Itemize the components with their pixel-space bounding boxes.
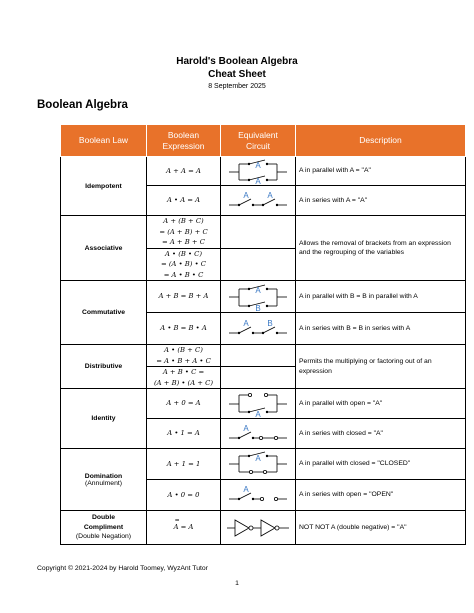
desc-identity-or: A in parallel with open = "A"	[296, 389, 466, 419]
header-description: Description	[296, 125, 466, 157]
table-row	[61, 216, 466, 249]
table-row	[61, 389, 466, 419]
desc-distributive: Permits the multiplying or factoring out of an expression	[296, 345, 466, 389]
circuit-label-a: A	[243, 423, 249, 433]
circuit-label-a: A	[255, 409, 261, 418]
expr-associative-and: A • (B • C) = (A • B) • C = A • B • C	[147, 248, 221, 281]
expr-domination-or: A + 1 = 1	[147, 449, 221, 480]
law-distributive: Distributive	[61, 345, 147, 389]
circuit-label-a: A	[255, 176, 261, 185]
page-number: 1	[235, 580, 239, 587]
desc-idempotent-or: A in parallel with A = "A"	[296, 157, 466, 186]
header-boolean-law: Boolean Law	[61, 125, 147, 157]
desc-idempotent-and: A in series with A = "A"	[296, 186, 466, 216]
desc-domination-and: A in series with open = "OPEN"	[296, 480, 466, 511]
expr-domination-and: A • 0 = 0	[147, 480, 221, 511]
circuit-identity-or	[221, 389, 296, 419]
circuit-label-b: B	[255, 303, 261, 312]
header-equivalent-circuit: Equivalent Circuit	[221, 125, 296, 157]
desc-double-negation: NOT NOT A (double negative) = "A"	[296, 511, 466, 545]
double-bar-overline: =	[174, 517, 179, 525]
circuit-domination-or	[221, 449, 296, 480]
expr-identity-or: A + 0 = A	[147, 389, 221, 419]
desc-domination-or: A in parallel with closed = "CLOSED"	[296, 449, 466, 480]
table-row	[61, 511, 466, 545]
circuit-double-not-gates	[221, 511, 296, 545]
header-boolean-expression: Boolean Expression	[147, 125, 221, 157]
table-row	[61, 449, 466, 480]
desc-associative: Allows the removal of brackets from an expression and the regrouping of the variables	[296, 216, 466, 281]
law-identity: Identity	[61, 389, 147, 449]
desc-identity-and: A in series with closed = "A"	[296, 419, 466, 449]
expr-double-negation: = A = A	[147, 511, 221, 545]
law-commutative: Commutative	[61, 281, 147, 345]
circuit-commutative-and	[221, 313, 296, 345]
law-idempotent: Idempotent	[61, 157, 147, 216]
circuit-label-a: A	[255, 160, 261, 170]
copyright-footer: Copyright © 2021-2024 by Harold Toomey, WyzAnt Tutor	[37, 565, 208, 572]
circuit-label-b: B	[267, 318, 273, 328]
doc-date: 8 September 2025	[208, 83, 266, 90]
law-double-compliment: Double Compliment (Double Negation)	[61, 511, 147, 545]
circuit-label-a: A	[243, 485, 249, 494]
boolean-law-table	[60, 124, 466, 545]
circuit-commutative-or	[221, 281, 296, 313]
doc-title-line1: Harold's Boolean Algebra	[176, 56, 298, 67]
circuit-distributive-1	[221, 345, 296, 367]
law-associative: Associative	[61, 216, 147, 281]
circuit-label-a: A	[255, 454, 261, 463]
circuit-domination-and	[221, 480, 296, 511]
expr-commutative-and: A • B = B • A	[147, 313, 221, 345]
table-row	[61, 281, 466, 313]
circuit-distributive-2	[221, 367, 296, 389]
law-domination: Domination (Annulment)	[61, 449, 147, 511]
expr-distributive-1: A • (B + C) = A • B + A • C	[147, 345, 221, 367]
section-title: Boolean Algebra	[37, 99, 128, 111]
expr-associative-or: A + (B + C) = (A + B) + C = A + B + C	[147, 216, 221, 249]
circuit-label-a: A	[255, 285, 261, 295]
table-row	[61, 345, 466, 367]
circuit-label-a: A	[267, 190, 273, 200]
not-gate-icon	[261, 520, 275, 536]
circuit-associative-and	[221, 248, 296, 281]
expr-idempotent-or: A + A = A	[147, 157, 221, 186]
desc-commutative-and: A in series with B = B in series with A	[296, 313, 466, 345]
expr-commutative-or: A + B = B + A	[147, 281, 221, 313]
expr-distributive-2: A + B • C = (A + B) • (A + C)	[147, 367, 221, 389]
circuit-idempotent-or	[221, 157, 296, 186]
expr-identity-and: A • 1 = A	[147, 419, 221, 449]
desc-commutative-or: A in parallel with B = B in parallel with A	[296, 281, 466, 313]
expr-idempotent-and: A • A = A	[147, 186, 221, 216]
circuit-idempotent-and	[221, 186, 296, 216]
table-header-row	[61, 125, 466, 157]
circuit-label-a: A	[243, 190, 249, 200]
not-gate-icon	[235, 520, 249, 536]
doc-title-line2: Cheat Sheet	[208, 69, 266, 80]
circuit-associative-or	[221, 216, 296, 249]
circuit-identity-and	[221, 419, 296, 449]
table-row	[61, 157, 466, 186]
circuit-label-a: A	[243, 318, 249, 328]
